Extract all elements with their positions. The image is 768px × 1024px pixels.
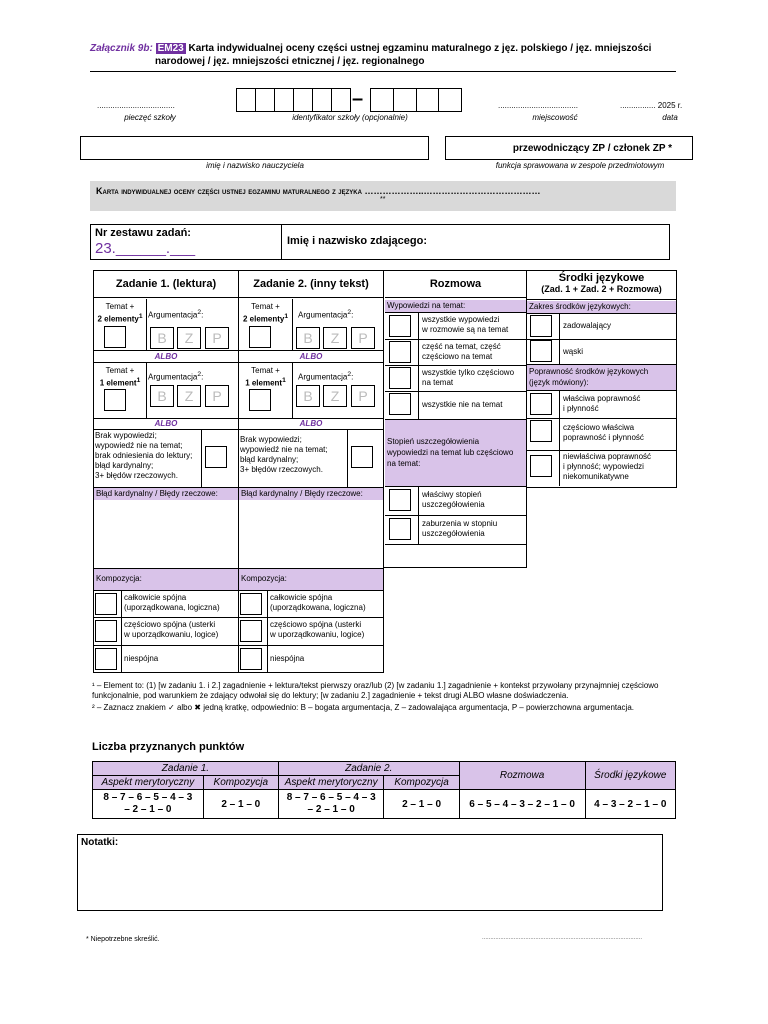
col1-col-divider	[121, 590, 122, 672]
col2-arg2-p[interactable]: P	[351, 385, 375, 407]
col2-topic2-sup: 1	[284, 313, 289, 320]
col1-albo3-line	[94, 429, 238, 430]
col1-topic1-line2: 1 element	[99, 378, 137, 388]
range-item-1: zadowalający	[563, 321, 612, 330]
points-table	[92, 761, 676, 819]
col1-arg-sup: 2	[197, 309, 202, 316]
col1-albo-line	[94, 362, 238, 363]
date-field[interactable]: ................ 2025 r.	[620, 101, 683, 110]
col2-albo-line	[239, 362, 383, 363]
col2-albo3-line	[239, 429, 383, 430]
detail-item-2: zaburzenia w stopniu uszczegółowienia	[422, 519, 498, 538]
correct-header-line	[527, 390, 676, 391]
col2-topic1-sup: 1	[282, 377, 286, 384]
col2-comp-line2	[239, 590, 383, 591]
col2-topic-divider	[292, 299, 293, 351]
col2-arg2-z[interactable]: Z	[323, 385, 347, 407]
col2-topic1-line2: 1 element	[245, 378, 283, 388]
col2-none-checkbox[interactable]	[351, 446, 373, 468]
header-divider	[90, 71, 676, 72]
col1-comp-line2	[94, 590, 238, 591]
points-task1-aspect: Aspekt merytoryczny	[93, 776, 204, 790]
col1-arg-text: Argumentacja	[148, 310, 198, 320]
col1-arg-b[interactable]: B	[150, 327, 174, 349]
col2-arg-z[interactable]: Z	[323, 327, 347, 349]
col2-title: Zadanie 2. (inny tekst)	[239, 271, 383, 298]
document-header	[90, 42, 690, 55]
range-header-line	[527, 313, 676, 314]
col2-topic2-label	[240, 302, 291, 325]
talk-header-line	[385, 312, 526, 313]
range-col-divider	[559, 313, 560, 364]
document-title-2: narodowej / jęz. mniejszości etnicznej / jęz. regionalnego	[155, 56, 425, 67]
col1-comp-label: Kompozycja:	[94, 569, 238, 590]
points-task1-aspect-scale[interactable]: 8 – 7 – 6 – 5 – 4 – 3 – 2 – 1 – 0	[93, 790, 204, 819]
detail-item-1: właściwy stopień uszczegółowienia	[422, 490, 485, 509]
col1-topic2-checkbox[interactable]	[104, 326, 126, 348]
col2-arg-b[interactable]: B	[296, 327, 320, 349]
col2-arg-p[interactable]: P	[351, 327, 375, 349]
school-stamp-field[interactable]: ...................................	[97, 101, 175, 110]
notes-label: Notatki:	[81, 837, 119, 848]
col1-topic1-label	[95, 366, 145, 389]
detail-checkbox-2[interactable]	[389, 518, 411, 540]
col1-topic1-checkbox[interactable]	[104, 389, 126, 411]
col1-topic2-line1: Temat +	[105, 302, 135, 311]
teacher-name-caption: imię i nazwisko nauczyciela	[206, 161, 304, 170]
col2-errors-label: Błąd kardynalny / Błędy rzeczowe:	[239, 488, 383, 500]
signature-line[interactable]: ................................................................................................	[482, 935, 643, 941]
col4-title-sub: (Zad. 1 + Zad. 2 + Rozmowa)	[541, 284, 662, 294]
col1-arg-z[interactable]: Z	[177, 327, 201, 349]
detail-header: Stopień uszczegółowienia wypowiedzi na temat lub częściowo na temat:	[385, 420, 526, 486]
set-number-value[interactable]: 23.______.___	[95, 240, 196, 257]
annex-label: Załącznik 9b:	[90, 43, 153, 54]
range-item-2: wąski	[563, 347, 584, 356]
talk-item-3: wszystkie tylko częściowo na temat	[422, 368, 515, 387]
teacher-name-field[interactable]	[80, 136, 429, 160]
col2-none-divider	[347, 429, 348, 487]
place-field[interactable]: ....................................	[498, 101, 579, 110]
col1-errors-label: Błąd kardynalny / Błędy rzeczowe:	[94, 488, 238, 500]
col2-errors-area[interactable]	[239, 500, 383, 568]
correct-col-divider	[559, 390, 560, 486]
col2-topic1-label	[240, 366, 291, 389]
points-task1-header: Zadanie 1.	[93, 762, 279, 776]
col1-topic-divider	[146, 299, 147, 351]
detail-header-line	[385, 486, 526, 487]
col1-title: Zadanie 1. (lektura)	[94, 271, 238, 298]
col1-topic2-line2: 2 elementy	[97, 314, 139, 324]
col2-arg2-sup: 2	[347, 371, 352, 378]
place-caption: miejscowość	[532, 113, 578, 122]
col1-arg2-z[interactable]: Z	[177, 385, 201, 407]
col1-arg-p[interactable]: P	[205, 327, 229, 349]
col1-comp-checkbox-1[interactable]	[95, 593, 117, 615]
points-task1-comp-scale[interactable]: 2 – 1 – 0	[203, 790, 278, 819]
set-number-box	[90, 224, 670, 260]
col2-topic2-checkbox[interactable]	[249, 326, 271, 348]
col2-topic2-line2: 2 elementy	[242, 314, 285, 324]
correct-sep-1	[527, 418, 676, 419]
talk-checkbox-4[interactable]	[389, 393, 411, 415]
col2-topic2-line1: Temat +	[251, 302, 280, 311]
col1-errors-area[interactable]	[94, 500, 238, 568]
talk-sep-1	[385, 339, 526, 340]
points-talk-header: Rozmowa	[459, 762, 585, 790]
range-checkbox-2[interactable]	[530, 340, 552, 362]
correct-item-1: właściwa poprawność i płynność	[563, 394, 641, 413]
col2-comp-sep-2	[239, 645, 383, 646]
col2-arg-text: Argumentacja	[298, 310, 348, 320]
col1-comp-sep-2	[94, 645, 238, 646]
col2-comp-checkbox-2[interactable]	[240, 620, 262, 642]
talk-item-4: wszystkie nie na temat	[422, 400, 503, 409]
col1-arg2-b[interactable]: B	[150, 385, 174, 407]
col1-comp-sep-1	[94, 617, 238, 618]
footnote-1: ¹ – Element to: (1) [w zadaniu 1. i 2.] zagadnienie + lektura/tekst pierwszy oraz/lub (2) [w zadaniu 1.] zagadnienie + kontekst przywołany przynajmniej częściowo funkcjonalnie, pod warunkiem że zdający odwołał się do lektury; [w zadaniu 2.] zagadnienie + tekst drugi ALBO własne doświadczenia.	[92, 681, 659, 700]
talk-checkbox-3[interactable]	[389, 367, 411, 389]
correct-checkbox-3[interactable]	[530, 455, 552, 477]
talk-item-1: wszystkie wypowiedzi w rozmowie są na temat	[422, 315, 509, 334]
points-task2-comp-scale[interactable]: 2 – 1 – 0	[384, 790, 459, 819]
points-talk-scale[interactable]: 6 – 5 – 4 – 3 – 2 – 1 – 0	[459, 790, 585, 819]
col1-comp-item-1: całkowicie spójna (uporządkowana, logiczna)	[124, 593, 220, 612]
col1-comp-checkbox-3[interactable]	[95, 648, 117, 670]
col3-title: Rozmowa	[385, 271, 526, 298]
detail-sep-1	[385, 515, 526, 516]
school-id-dash: –	[352, 88, 364, 110]
talk-header: Wypowiedzi na temat:	[385, 300, 526, 312]
col1-arg2-text: Argumentacja	[148, 372, 198, 382]
points-task1-comp: Kompozycja	[203, 776, 278, 790]
col2-topic1-divider	[292, 362, 293, 418]
card-title-band	[90, 181, 676, 211]
role-caption: funkcja sprawowana w zespole przedmiotowym	[495, 161, 665, 170]
col1-arg2-p[interactable]: P	[205, 385, 229, 407]
set-divider	[281, 225, 282, 259]
col1-none-text: Brak wypowiedzi; wypowiedź nie na temat; brak odniesienia do lektury; błąd kardynalny; 3+ błędów rzeczowych.	[95, 431, 193, 480]
col1-albo-1: ALBO	[154, 352, 178, 361]
col2-comp-sep-1	[239, 617, 383, 618]
col2-arg2-text: Argumentacja	[298, 372, 348, 382]
points-lang-header: Środki językowe	[585, 762, 675, 790]
col2-topic1-line1: Temat +	[251, 366, 280, 375]
col1-albo-2: ALBO	[154, 419, 178, 428]
detail-checkbox-1[interactable]	[389, 489, 411, 511]
student-name-label[interactable]: Imię i nazwisko zdającego:	[287, 235, 427, 247]
col1-none-checkbox[interactable]	[205, 446, 227, 468]
school-stamp-caption: pieczęć szkoły	[124, 113, 176, 122]
col2-topic1-checkbox[interactable]	[249, 389, 271, 411]
school-id-boxes[interactable]	[236, 88, 351, 112]
footer-note: * Niepotrzebne skreślić.	[86, 936, 160, 943]
col1-topic2-sup: 1	[138, 313, 143, 320]
col1-arg2-label: Argumentacja$^2$:	[148, 371, 204, 382]
correct-checkbox-2[interactable]	[530, 420, 552, 442]
talk-checkbox-2[interactable]	[389, 341, 411, 363]
col2-col-divider	[267, 590, 268, 672]
talk-checkbox-1[interactable]	[389, 315, 411, 337]
talk-item-2: część na temat, część częściowo na temat	[422, 342, 501, 361]
correct-header: Poprawność środków językowych (język mówiony):	[527, 365, 676, 390]
range-header: Zakres środków językowych:	[527, 301, 676, 313]
col1-comp-item-3: niespójna	[124, 654, 159, 663]
col1-comp-checkbox-2[interactable]	[95, 620, 117, 642]
col2-none-text: Brak wypowiedzi; wypowiedź nie na temat; błąd kardynalny; 3+ błędów rzeczowych.	[240, 435, 328, 474]
col1-arg-label: Argumentacja$^2$:	[148, 309, 204, 320]
col4-title	[527, 271, 676, 300]
col1-topic1-sup: 1	[136, 377, 141, 384]
talk-sep-2	[385, 365, 526, 366]
col2-comp-item-2: częściowo spójna (usterki w uporządkowaniu, logice)	[270, 620, 365, 639]
col2-comp-label: Kompozycja:	[239, 569, 383, 590]
school-id-boxes-2[interactable]	[370, 88, 462, 112]
card-title-note: **	[380, 196, 386, 203]
col2-albo-2: ALBO	[299, 419, 323, 428]
col1-none-divider	[201, 429, 202, 487]
points-task2-aspect-scale[interactable]: 8 – 7 – 6 – 5 – 4 – 3 – 2 – 1 – 0	[278, 790, 384, 819]
school-id-caption: identyfikator szkoły (opcjonalnie)	[292, 113, 408, 122]
notes-box[interactable]	[77, 834, 663, 911]
col1-comp-item-2: częściowo spójna (usterki w uporządkowaniu, logice)	[124, 620, 219, 639]
points-title: Liczba przyznanych punktów	[92, 741, 245, 753]
col1-topic1-divider	[146, 362, 147, 418]
col2-comp-checkbox-3[interactable]	[240, 648, 262, 670]
points-task2-comp: Kompozycja	[384, 776, 459, 790]
date-caption: data	[662, 113, 678, 122]
range-checkbox-1[interactable]	[530, 315, 552, 337]
col2-comp-checkbox-1[interactable]	[240, 593, 262, 615]
detail-sep-2	[385, 544, 526, 545]
col2-arg2-b[interactable]: B	[296, 385, 320, 407]
correct-item-3: niewłaściwa poprawność i płynność; wypowiedzi niekomunikatywne	[563, 452, 652, 481]
points-task2-aspect: Aspekt merytoryczny	[278, 776, 384, 790]
correct-checkbox-1[interactable]	[530, 393, 552, 415]
col1-arg2-sup: 2	[197, 371, 202, 378]
col1-topic2-label	[95, 302, 145, 325]
col2-comp-item-3: niespójna	[270, 654, 305, 663]
col4-title-main: Środki językowe	[558, 272, 645, 284]
correct-sep-2	[527, 450, 676, 451]
col2-arg-sup: 2	[347, 309, 352, 316]
set-number-label: Nr zestawu zadań:	[95, 227, 191, 239]
points-task2-header: Zadanie 2.	[278, 762, 459, 776]
role-field[interactable]: przewodniczący ZP / członek ZP *	[445, 136, 693, 160]
col2-comp-item-1: całkowicie spójna (uporządkowana, logiczna)	[270, 593, 366, 612]
col2-albo-1: ALBO	[299, 352, 323, 361]
exam-code-badge: EM23	[157, 43, 184, 54]
col2-arg-label: Argumentacja$^2$:	[298, 309, 354, 320]
correct-item-2: częściowo właściwa poprawność i płynność	[563, 423, 644, 442]
footnote-2: ² – Zaznacz znakiem ✓ albo ✖ jedną kratkę, odpowiednio: B – bogata argumentacja, Z – zadowalająca argumentacja, P – powierzchowna argumentacja.	[92, 703, 635, 712]
col2-arg2-label: Argumentacja$^2$:	[298, 371, 354, 382]
col1-topic1-line1: Temat +	[105, 366, 135, 375]
points-lang-scale[interactable]: 4 – 3 – 2 – 1 – 0	[585, 790, 675, 819]
talk-sep-3	[385, 391, 526, 392]
card-title: Karta indywidualnej oceny części ustnej egzaminu maturalnego z języka ………………..…………………………………	[96, 186, 541, 196]
document-title-1: Karta indywidualnej oceny części ustnej egzaminu maturalnego z jęz. polskiego / jęz. mniejszości	[188, 43, 652, 54]
